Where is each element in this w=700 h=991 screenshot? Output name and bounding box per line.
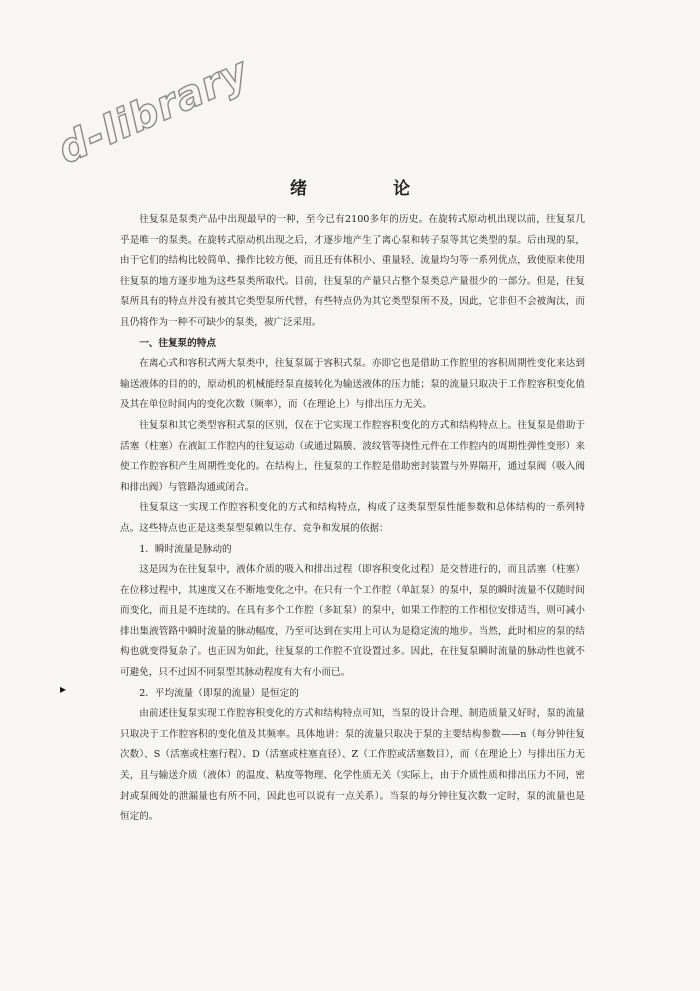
page-title: 绪 论 [290,179,450,199]
paragraph: 往复泵和其它类型容积式泵的区别，仅在于它实现工作腔容积变化的方式和结构特点上。往复泵是借助于活塞（柱塞）在液缸工作腔内的往复运动（或通过隔膜、波纹管等挠性元件在工作腔内的周期性弹性变形）来使工作腔容积产生周期性变化的。在结构上，往复泵的工作腔是借助密封装置与外界隔开，通过泵阀（吸入阀和排出阀）与管路沟通或闭合。 [120,419,585,493]
subheading: 1．瞬时流量是脉动的 [139,543,232,555]
paragraph: 由前述往复泵实现工作腔容积变化的方式和结构特点可知，当泵的设计合理、制造质量又好时，泵的流量只取决于工作腔容积的变化值及其频率。具体地讲：泵的流量只取决于泵的主要结构参数——n（每分钟往复次数）、S（活塞或柱塞行程）、D（活塞或柱塞直径）、Z（工作腔或活塞数目），而（在理论上）与排出压力无关，且与输送介质（液体）的温度、粘度等物理、化学性质无关（实际上，由于介质性质和排出压力不同，密封或泵阀处的泄漏量也有所不同，因此也可以说有一点关系）。当泵的每分钟往复次数一定时，泵的流量也是恒定的。 [120,708,585,823]
body-text [120,210,585,828]
paragraph: 在离心式和容积式两大泵类中，往复泵属于容积式泵。亦即它也是借助工作腔里的容积周期性变化来达到输送液体的目的的，原动机的机械能经泵直接转化为输送液体的压力能；泵的流量只取决于工作腔容积变化值及其在单位时间内的变化次数（频率），而（在理论上）与排出压力无关。 [120,358,585,411]
section-heading: 一、往复泵的特点 [139,337,216,349]
paragraph-intro: 往复泵是泵类产品中出现最早的一种，至今已有2100多年的历史。在旋转式原动机出现以前，往复泵几乎是唯一的泵类。在旋转式原动机出现之后，才逐步地产生了离心泵和转子泵等其它类型的泵。后由现的泵，由于它们的结构比较简单、操作比较方便，而且还有体积小、重量轻、流量均匀等一系列优点，致使原来使用往复泵的地方逐步地为这些泵类所取代。目前，往复泵的产量只占整个泵类总产量很少的一部分。但是，往复泵所具有的特点并没有被其它类型泵所代替，有些特点仍为其它类型泵所不及，因此，它非但不会被淘汰，而且仍将作为一种不可缺少的泵类，被广泛采用。 [120,214,585,328]
watermark-stamp: d-library [51,48,256,174]
paragraph: 这是因为在往复泵中，液体介质的吸入和排出过程（即容积变化过程）是交替进行的，而且活塞（柱塞）在位移过程中，其速度又在不断地变化之中。在只有一个工作腔（单缸泵）的泵中，泵的瞬时流量不仅随时间而变化，而且是不连续的。在具有多个工作腔（多缸泵）的泵中，如果工作腔的工作相位安排适当，则可减小排出集液管路中瞬时流量的脉动幅度，乃至可达到在实用上可认为是稳定流的地步。当然，此时相应的泵的结构也就变得复杂了。也正因为如此，往复泵的工作腔不宜设置过多。因此，在往复泵瞬时流量的脉动性也就不可避免，只不过因不同泵型其脉动程度有大有小而已。 [120,564,585,679]
paragraph: 往复泵这一实现工作腔容积变化的方式和结构特点，构成了这类泵型泵性能参数和总体结构的一系列特点。这些特点也正是这类泵型泵赖以生存、竞争和发展的依据： [120,502,585,534]
subheading: 2．平均流量（即泵的流量）是恒定的 [139,687,299,699]
margin-mark: ▸ [60,682,67,696]
